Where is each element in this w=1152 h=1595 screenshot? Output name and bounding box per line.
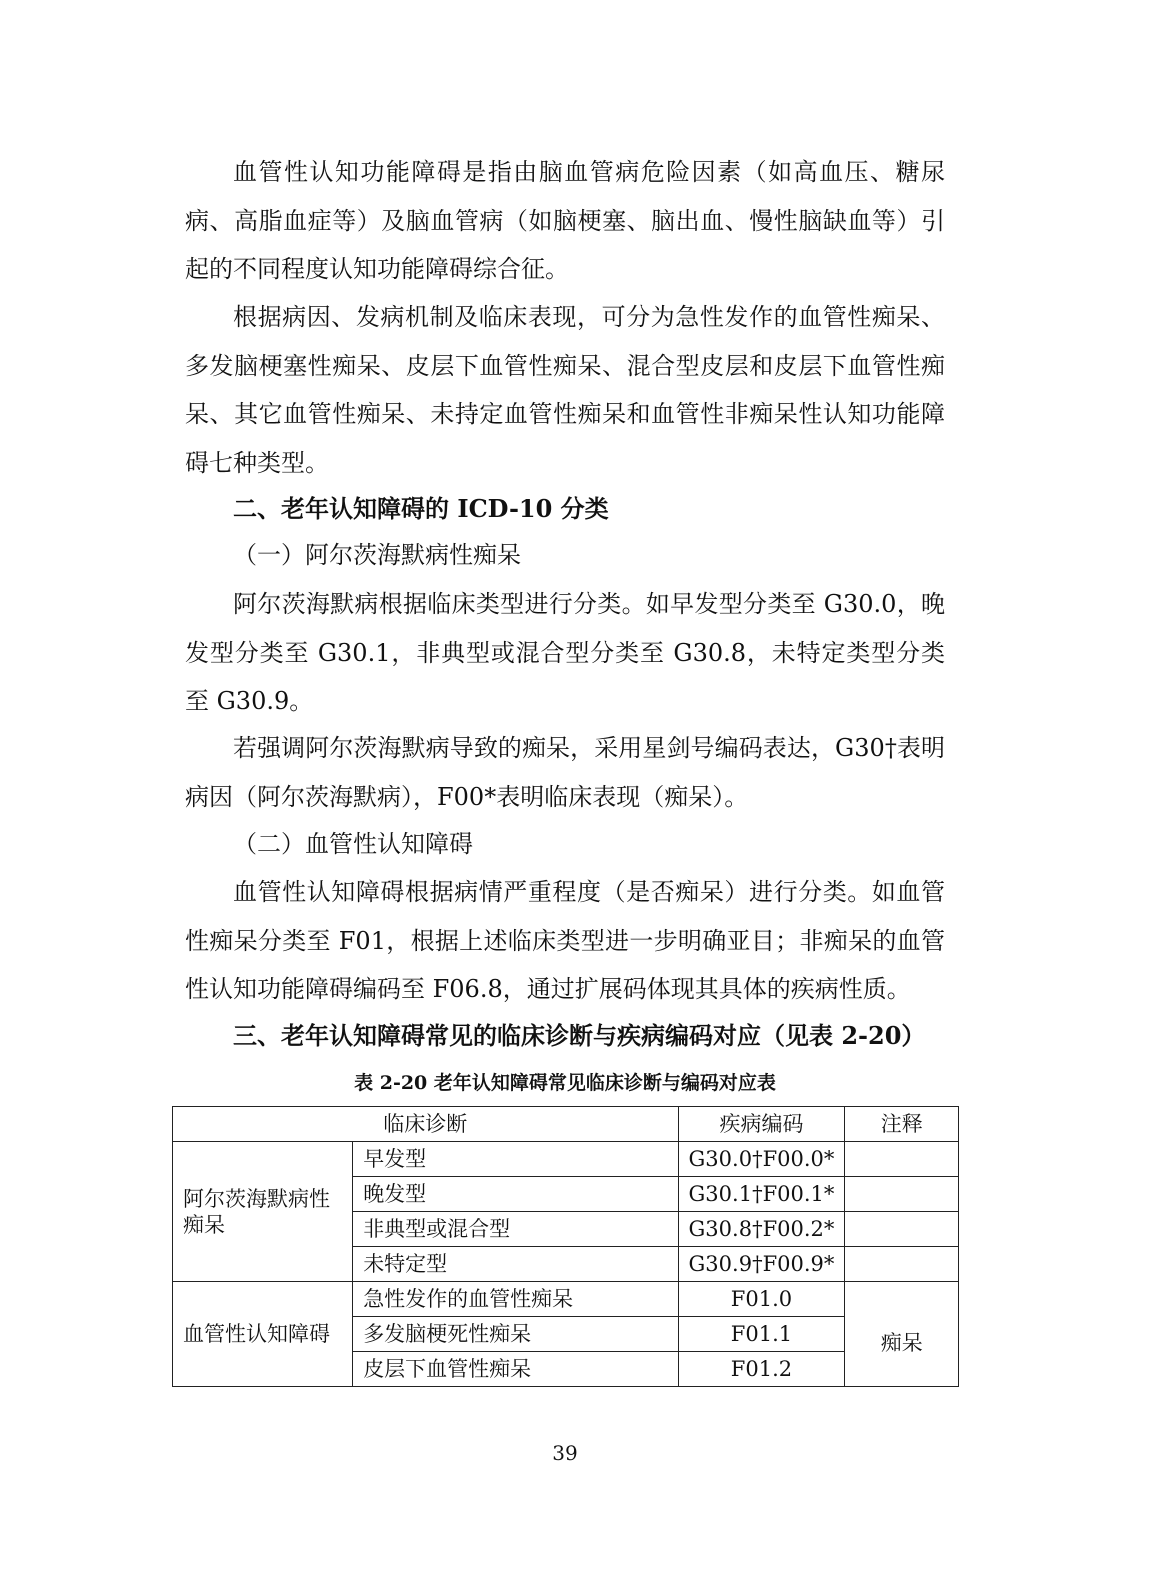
section-heading-mapping: 三、老年认知障碍常见的临床诊断与疾病编码对应（见表 2-20） [233, 1021, 926, 1050]
subsection-heading-vascular: （二）血管性认知障碍 [233, 830, 473, 858]
note-cell [845, 1177, 959, 1212]
diagnosis-code-table [172, 1106, 959, 1387]
subsection-heading-alzheimer: （一）阿尔茨海默病性痴呆 [233, 541, 521, 569]
header-code: 疾病编码 [678, 1107, 845, 1142]
table-row [173, 1142, 959, 1177]
disease-code: F01.0 [678, 1282, 845, 1317]
diagnosis-type: 早发型 [353, 1142, 678, 1177]
note-cell [845, 1212, 959, 1247]
disease-code: F01.1 [678, 1317, 845, 1352]
paragraph-vascular-classification: 血管性认知障碍根据病情严重程度（是否痴呆）进行分类。如血管性痴呆分类至 F01，根据上述临床类型进一步明确亚目；非痴呆的血管性认知功能障碍编码至 F06.8，通过扩展码体现其具体的疾病性质。 [185, 878, 945, 1003]
table-row [173, 1282, 959, 1317]
diagnosis-type: 多发脑梗死性痴呆 [353, 1317, 678, 1352]
diagnosis-type: 非典型或混合型 [353, 1212, 678, 1247]
diagnosis-type: 急性发作的血管性痴呆 [353, 1282, 678, 1317]
header-diagnosis: 临床诊断 [173, 1107, 679, 1142]
paragraph-vascular-types: 根据病因、发病机制及临床表现，可分为急性发作的血管性痴呆、多发脑梗塞性痴呆、皮层下血管性痴呆、混合型皮层和皮层下血管性痴呆、其它血管性痴呆、未持定血管性痴呆和血管性非痴呆性认知功能障碍七种类型。 [185, 303, 945, 477]
disease-code: F01.2 [678, 1352, 845, 1387]
header-note: 注释 [845, 1107, 959, 1142]
disease-code: G30.9†F00.9* [678, 1247, 845, 1282]
page-number: 39 [552, 1441, 578, 1465]
disease-code: G30.8†F00.2* [678, 1212, 845, 1247]
diagnosis-type: 晚发型 [353, 1177, 678, 1212]
diagnosis-type: 未特定型 [353, 1247, 678, 1282]
note-cell [845, 1247, 959, 1282]
table-caption: 表 2-20 老年认知障碍常见临床诊断与编码对应表 [354, 1072, 776, 1094]
table-header-row [173, 1107, 959, 1142]
disease-code: G30.0†F00.0* [678, 1142, 845, 1177]
section-heading-icd10: 二、老年认知障碍的 ICD-10 分类 [233, 494, 609, 523]
paragraph-dagger-asterisk: 若强调阿尔茨海默病导致的痴呆，采用星剑号编码表达，G30†表明病因（阿尔茨海默病），F00*表明临床表现（痴呆）。 [185, 734, 945, 811]
group-name-alzheimer: 阿尔茨海默病性痴呆 [173, 1142, 353, 1282]
diagnosis-type: 皮层下血管性痴呆 [353, 1352, 678, 1387]
note-dementia: 痴呆 [845, 1282, 959, 1387]
note-cell [845, 1142, 959, 1177]
paragraph-vascular-definition: 血管性认知功能障碍是指由脑血管病危险因素（如高血压、糖尿病、高脂血症等）及脑血管病（如脑梗塞、脑出血、慢性脑缺血等）引起的不同程度认知功能障碍综合征。 [185, 158, 945, 283]
group-name-vascular: 血管性认知障碍 [173, 1282, 353, 1387]
paragraph-alzheimer-classification: 阿尔茨海默病根据临床类型进行分类。如早发型分类至 G30.0，晚发型分类至 G30.1，非典型或混合型分类至 G30.8，未特定类型分类至 G30.9。 [185, 590, 945, 715]
disease-code: G30.1†F00.1* [678, 1177, 845, 1212]
